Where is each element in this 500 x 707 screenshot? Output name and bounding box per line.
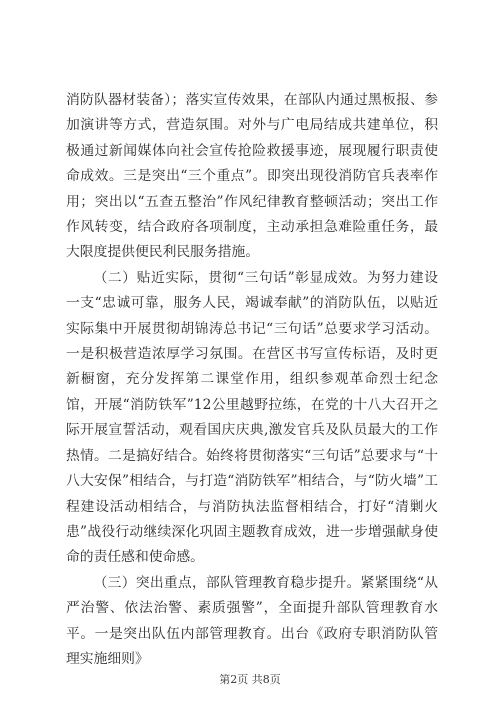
paragraph-3: （三）突出重点，部队管理教育稳步提升。紧紧围绕“从严治警、依法治警、素质强警”，全面提升部队管理教育水平。一是突出队伍内部管理教育。出台《政府专职消防队管理实施细则》 <box>66 574 438 667</box>
page-number-label: 第2页 共8页 <box>219 673 281 686</box>
paragraph-1: 消防队器材装备）；落实宣传效果，在部队内通过黑板报、参加演讲等方式，营造氛围。对外与广电局结成共建单位，积极通过新闻媒体向社会宣传抢险救援事迹，展现履行职责使命成效。三是突出“三个重点”。即突出现役消防官兵表率作用；突出以“五查五整治”作风纪律教育整顿活动；突出工作作风转变，结合政府各项制度，主动承担急难险重任务，最大限度提供便民利民服务措施。 <box>66 92 438 261</box>
document-body <box>66 88 438 672</box>
page-footer <box>0 671 500 687</box>
paragraph-2: （二）贴近实际，贯彻“三句话”彰显成效。为努力建设一支“忠诚可靠，服务人民，竭诚奉献”的消防队伍，以贴近实际集中开展贯彻胡锦涛总书记“三句话”总要求学习活动。一是积极营造浓厚学习氛围。在营区书写宣传标语，及时更新橱窗，充分发挥第二课堂作用，组织参观革命烈士纪念馆，开展“消防铁军”12公里越野拉练，在党的十八大召开之际开展宣誓活动，观看国庆庆典,激发官兵及队员最大的工作热情。二是搞好结合。始终将贯彻落实“三句话”总要求与“十八大安保”相结合，与打造“消防铁军”相结合，与“防火墙”工程建设活动相结合，与消防执法监督相结合，打好“清剿火患”战役行动继续深化巩固主题教育成效，进一步增强献身使命的责任感和使命感。 <box>66 269 438 566</box>
